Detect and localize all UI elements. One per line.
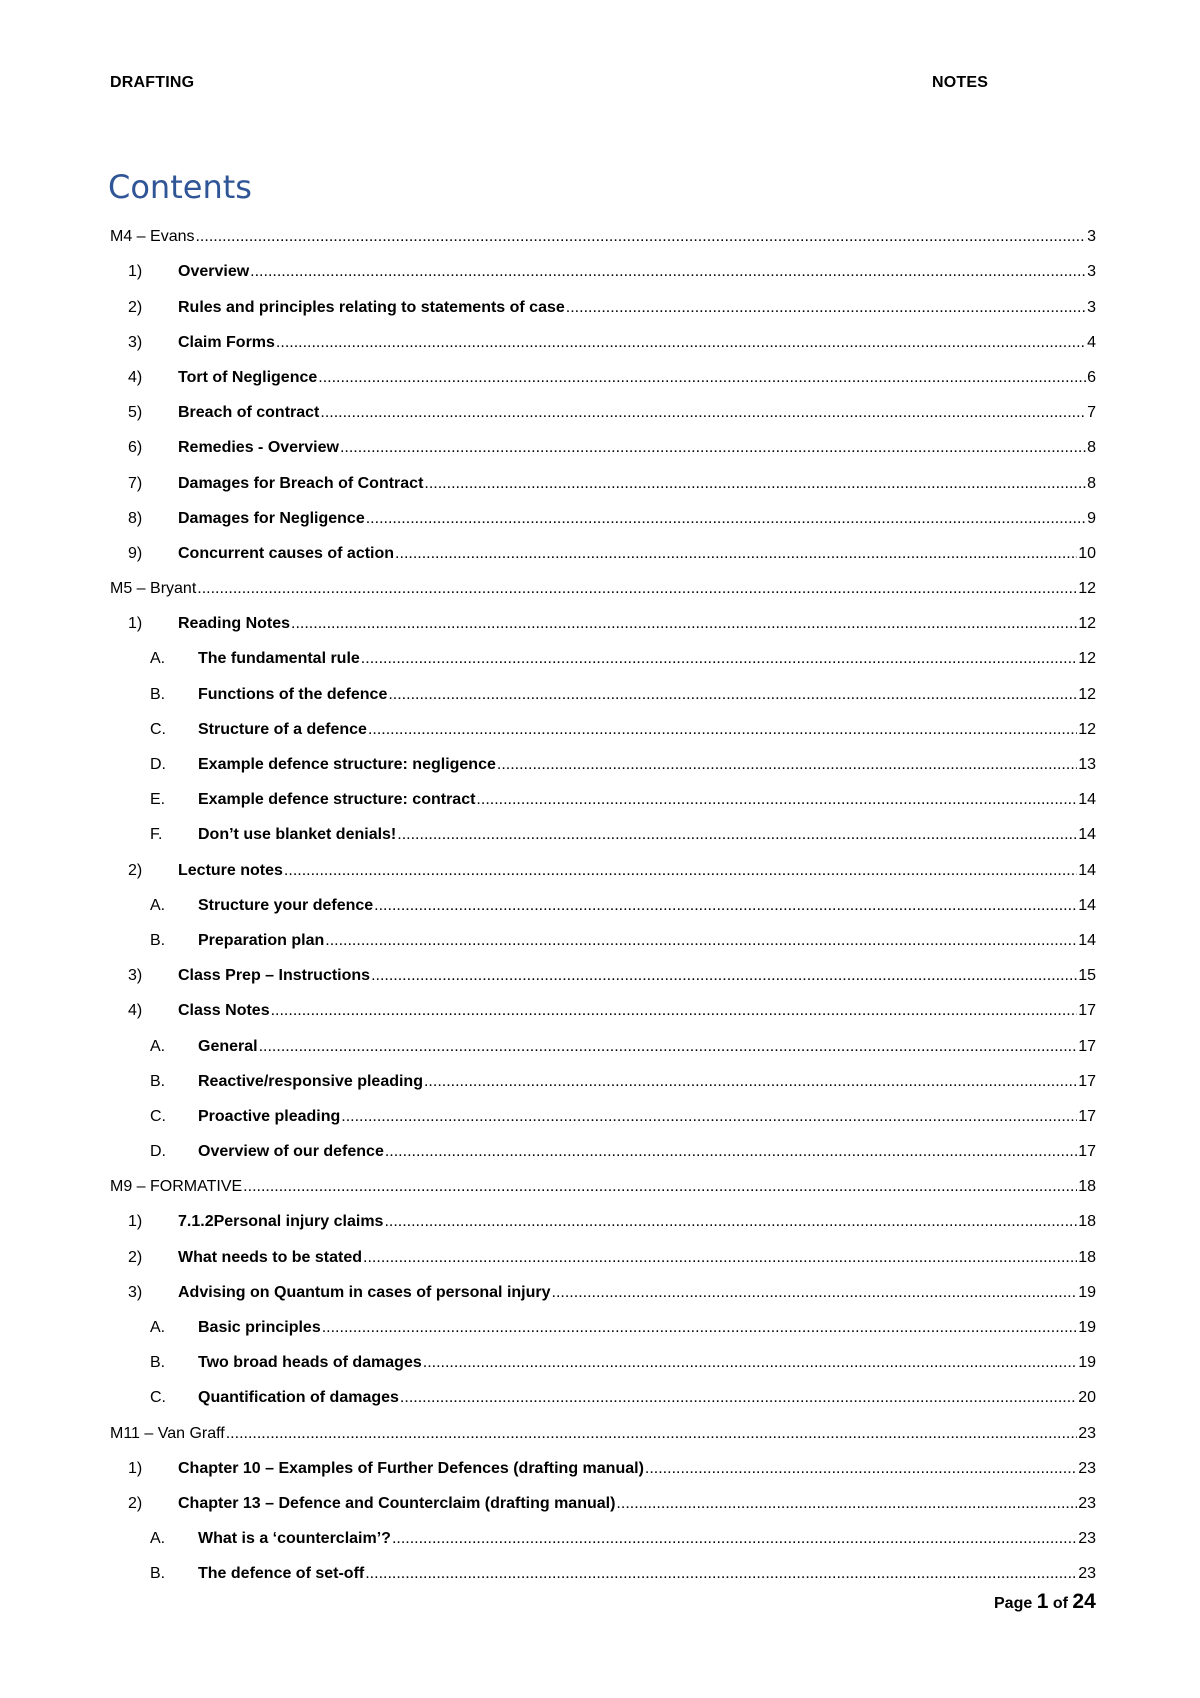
contents-heading: Contents	[108, 168, 252, 206]
toc-dot-leader	[423, 1353, 1077, 1373]
toc-entry[interactable]	[110, 1197, 1096, 1232]
toc-entry-page-number: 14	[1078, 791, 1096, 809]
toc-entry-number: B.	[150, 931, 166, 949]
toc-dot-leader	[325, 931, 1077, 951]
footer-page-label: Page	[994, 1595, 1033, 1612]
toc-entry-page-number: 12	[1078, 685, 1096, 703]
toc-entry-page-number: 23	[1078, 1424, 1096, 1442]
toc-dot-leader	[276, 333, 1086, 353]
toc-entry-label: Claim Forms	[178, 333, 275, 351]
toc-entry-page-number: 14	[1078, 931, 1096, 949]
toc-dot-leader	[616, 1494, 1077, 1514]
toc-entry-label: Remedies - Overview	[178, 439, 339, 457]
toc-entry-number: B.	[150, 1072, 166, 1090]
toc-entry-page-number: 20	[1078, 1389, 1096, 1407]
toc-entry[interactable]	[110, 845, 1096, 880]
toc-entry-page-number: 17	[1078, 1037, 1096, 1055]
toc-entry[interactable]	[110, 423, 1096, 458]
toc-entry[interactable]	[110, 599, 1096, 634]
toc-dot-leader	[400, 1388, 1077, 1408]
toc-entry[interactable]	[110, 1514, 1096, 1549]
toc-entry-number: 6)	[128, 439, 143, 457]
toc-dot-leader	[566, 298, 1086, 318]
toc-entry[interactable]	[110, 810, 1096, 845]
toc-entry[interactable]	[110, 1479, 1096, 1514]
toc-entry[interactable]	[110, 353, 1096, 388]
toc-entry[interactable]	[110, 458, 1096, 493]
toc-entry-number: 2)	[128, 1248, 143, 1266]
toc-entry-label: Functions of the defence	[198, 685, 388, 703]
toc-entry-label: Reading Notes	[178, 615, 291, 633]
toc-entry[interactable]	[110, 1057, 1096, 1092]
toc-entry[interactable]	[110, 1021, 1096, 1056]
toc-entry[interactable]	[110, 318, 1096, 353]
toc-entry-number: A.	[150, 1530, 166, 1548]
toc-entry-number: 4)	[128, 1002, 143, 1020]
toc-entry-page-number: 23	[1078, 1459, 1096, 1477]
toc-entry-page-number: 23	[1078, 1530, 1096, 1548]
table-of-contents	[110, 212, 1096, 1584]
toc-entry-number: B.	[150, 1565, 166, 1583]
toc-entry-number: 2)	[128, 298, 143, 316]
toc-entry-label: Preparation plan	[198, 931, 325, 949]
toc-entry-number: D.	[150, 756, 166, 773]
toc-entry[interactable]	[110, 564, 1096, 599]
toc-entry-label: General	[198, 1037, 258, 1055]
toc-entry-number: A.	[150, 1037, 166, 1055]
toc-entry-label: Concurrent causes of action	[178, 544, 395, 562]
toc-entry[interactable]	[110, 1373, 1096, 1408]
toc-entry-number: C.	[150, 1107, 166, 1125]
toc-entry[interactable]	[110, 1092, 1096, 1127]
toc-entry-label: Overview of our defence	[198, 1143, 384, 1161]
toc-entry-number: 1)	[128, 615, 143, 633]
toc-entry-label: The defence of set-off	[198, 1565, 365, 1583]
toc-dot-leader	[271, 1001, 1078, 1021]
footer-current-page: 1	[1036, 1590, 1049, 1613]
toc-entry-page-number: 15	[1078, 967, 1096, 985]
page-footer	[994, 1590, 1096, 1614]
toc-dot-leader	[226, 1424, 1077, 1444]
toc-entry[interactable]	[110, 986, 1096, 1021]
toc-entry-number: 8)	[128, 509, 143, 527]
header-right-text: NOTES	[932, 74, 989, 91]
toc-entry-label: Chapter 10 – Examples of Further Defences (drafting manual)	[178, 1459, 644, 1477]
toc-entry[interactable]	[110, 1549, 1096, 1584]
toc-entry-page-number: 10	[1078, 544, 1096, 562]
toc-dot-leader	[195, 227, 1086, 247]
toc-entry-number: A.	[150, 650, 166, 668]
toc-entry-number: 7)	[128, 474, 143, 492]
toc-entry-label: Proactive pleading	[198, 1107, 341, 1125]
toc-dot-leader	[284, 861, 1077, 881]
toc-entry-number: B.	[150, 1354, 166, 1372]
toc-dot-leader	[385, 1142, 1077, 1162]
toc-entry-page-number: 13	[1078, 756, 1096, 773]
toc-dot-leader	[320, 403, 1086, 423]
footer-of-label: of	[1052, 1595, 1068, 1612]
toc-dot-leader	[318, 368, 1086, 388]
toc-entry[interactable]	[110, 1303, 1096, 1338]
toc-entry-page-number: 19	[1078, 1319, 1096, 1336]
toc-entry[interactable]	[110, 775, 1096, 810]
toc-entry-label: Damages for Negligence	[178, 509, 365, 527]
toc-entry-label: M5 – Bryant	[110, 580, 197, 598]
toc-entry-number: 3)	[128, 967, 143, 985]
toc-entry-page-number: 7	[1087, 404, 1096, 422]
toc-dot-leader	[388, 685, 1077, 705]
toc-entry-number: B.	[150, 685, 166, 703]
toc-entry[interactable]	[110, 1268, 1096, 1303]
toc-entry-label: What needs to be stated	[178, 1248, 363, 1266]
toc-dot-leader	[395, 544, 1077, 564]
toc-entry-number: 1)	[128, 1459, 143, 1477]
footer-total-pages: 24	[1072, 1590, 1096, 1613]
toc-entry[interactable]	[110, 669, 1096, 704]
toc-entry[interactable]	[110, 705, 1096, 740]
toc-entry-page-number: 12	[1078, 615, 1096, 633]
toc-entry-page-number: 14	[1078, 826, 1096, 844]
toc-dot-leader	[341, 1107, 1077, 1127]
toc-entry-label: Two broad heads of damages	[198, 1354, 422, 1372]
toc-entry[interactable]	[110, 1338, 1096, 1373]
toc-entry-label: What is a ‘counterclaim’?	[198, 1530, 391, 1548]
toc-entry-page-number: 23	[1078, 1565, 1096, 1583]
toc-entry[interactable]	[110, 282, 1096, 317]
toc-dot-leader	[645, 1459, 1077, 1479]
toc-entry-page-number: 23	[1078, 1494, 1096, 1512]
toc-entry-page-number: 19	[1078, 1283, 1096, 1301]
toc-dot-leader	[424, 474, 1086, 494]
toc-entry-page-number: 17	[1078, 1107, 1096, 1125]
toc-entry-page-number: 17	[1078, 1143, 1096, 1161]
toc-entry-page-number: 17	[1078, 1002, 1096, 1020]
toc-entry[interactable]	[110, 1408, 1096, 1443]
toc-entry-label: Don’t use blanket denials!	[198, 826, 397, 844]
toc-entry-label: Basic principles	[198, 1319, 321, 1336]
toc-dot-leader	[243, 1177, 1077, 1197]
toc-entry-label: Damages for Breach of Contract	[178, 474, 424, 492]
toc-entry-label: Overview	[178, 263, 250, 281]
toc-entry-page-number: 19	[1078, 1354, 1096, 1372]
toc-entry-number: 3)	[128, 333, 143, 351]
toc-entry-page-number: 3	[1087, 263, 1096, 281]
toc-entry-label: Structure of a defence	[198, 720, 367, 738]
toc-entry-label: Example defence structure: negligence	[198, 756, 496, 773]
toc-entry-page-number: 8	[1087, 439, 1096, 457]
toc-entry-page-number: 18	[1078, 1178, 1096, 1196]
toc-entry[interactable]	[110, 1444, 1096, 1479]
toc-entry-number: 2)	[128, 861, 143, 879]
toc-dot-leader	[368, 720, 1077, 740]
toc-entry-number: D.	[150, 1143, 166, 1161]
toc-entry-label: M9 – FORMATIVE	[110, 1178, 243, 1196]
toc-entry-page-number: 14	[1078, 861, 1096, 879]
toc-dot-leader	[392, 1529, 1077, 1549]
toc-dot-leader	[365, 1564, 1077, 1584]
toc-entry-label: Reactive/responsive pleading	[198, 1072, 423, 1090]
toc-entry-label: Breach of contract	[178, 404, 320, 422]
toc-entry[interactable]	[110, 494, 1096, 529]
toc-entry-label: M4 – Evans	[110, 228, 195, 246]
toc-dot-leader	[384, 1212, 1077, 1232]
toc-entry-page-number: 18	[1078, 1213, 1096, 1231]
toc-entry-page-number: 3	[1087, 298, 1096, 316]
toc-dot-leader	[322, 1318, 1077, 1338]
toc-dot-leader	[476, 790, 1077, 810]
toc-entry-page-number: 14	[1078, 896, 1096, 914]
toc-entry-label: Tort of Negligence	[178, 368, 318, 386]
page-header	[110, 74, 990, 96]
toc-dot-leader	[259, 1037, 1078, 1057]
toc-entry[interactable]	[110, 212, 1096, 247]
toc-entry-label: Advising on Quantum in cases of personal injury	[178, 1283, 551, 1301]
toc-dot-leader	[552, 1283, 1078, 1303]
toc-entry[interactable]	[110, 529, 1096, 564]
toc-dot-leader	[361, 649, 1077, 669]
toc-entry[interactable]	[110, 1127, 1096, 1162]
toc-entry-number: F.	[150, 826, 163, 844]
toc-entry-number: 2)	[128, 1494, 143, 1512]
toc-dot-leader	[424, 1072, 1077, 1092]
toc-dot-leader	[374, 896, 1077, 916]
toc-entry-page-number: 12	[1078, 720, 1096, 738]
toc-entry-label: Rules and principles relating to statements of case	[178, 298, 565, 316]
toc-entry-number: A.	[150, 896, 166, 914]
toc-dot-leader	[250, 262, 1086, 282]
toc-dot-leader	[340, 438, 1086, 458]
toc-entry-label: 7.1.2Personal injury claims	[178, 1213, 384, 1231]
toc-entry-number: C.	[150, 1389, 166, 1407]
toc-dot-leader	[291, 614, 1077, 634]
toc-entry[interactable]	[110, 1162, 1096, 1197]
toc-dot-leader	[397, 825, 1077, 845]
toc-dot-leader	[197, 579, 1077, 599]
toc-entry-label: M11 – Van Graff	[110, 1424, 225, 1442]
toc-entry-label: Chapter 13 – Defence and Counterclaim (drafting manual)	[178, 1494, 616, 1512]
toc-entry[interactable]	[110, 740, 1096, 775]
toc-dot-leader	[371, 966, 1077, 986]
toc-entry[interactable]	[110, 881, 1096, 916]
toc-entry-label: Lecture notes	[178, 861, 283, 879]
toc-entry[interactable]	[110, 916, 1096, 951]
toc-entry-page-number: 3	[1087, 228, 1096, 246]
toc-entry-number: 3)	[128, 1283, 143, 1301]
toc-entry-label: Class Notes	[178, 1002, 270, 1020]
toc-entry-label: Structure your defence	[198, 896, 374, 914]
toc-entry[interactable]	[110, 247, 1096, 282]
toc-entry-number: 1)	[128, 1213, 143, 1231]
toc-entry-page-number: 6	[1087, 368, 1096, 386]
toc-entry[interactable]	[110, 1232, 1096, 1267]
header-left-text: DRAFTING	[110, 74, 195, 91]
toc-entry[interactable]	[110, 388, 1096, 423]
toc-entry-number: E.	[150, 791, 166, 809]
toc-entry-page-number: 4	[1087, 333, 1096, 351]
toc-entry[interactable]	[110, 951, 1096, 986]
toc-entry-number: 5)	[128, 404, 143, 422]
toc-entry-number: C.	[150, 720, 166, 738]
toc-dot-leader	[497, 755, 1077, 775]
toc-entry-number: 4)	[128, 368, 143, 386]
toc-entry-number: 9)	[128, 544, 143, 562]
toc-entry-number: 1)	[128, 263, 143, 281]
toc-entry-label: Quantification of damages	[198, 1389, 399, 1407]
toc-entry-label: The fundamental rule	[198, 650, 360, 668]
toc-entry[interactable]	[110, 634, 1096, 669]
toc-entry-page-number: 8	[1087, 474, 1096, 492]
toc-entry-label: Class Prep – Instructions	[178, 967, 371, 985]
toc-entry-number: A.	[150, 1319, 166, 1336]
toc-dot-leader	[366, 509, 1086, 529]
toc-dot-leader	[363, 1248, 1077, 1268]
toc-entry-page-number: 12	[1078, 650, 1096, 668]
toc-entry-label: Example defence structure: contract	[198, 791, 476, 809]
toc-entry-page-number: 17	[1078, 1072, 1096, 1090]
toc-entry-page-number: 18	[1078, 1248, 1096, 1266]
toc-entry-page-number: 9	[1087, 509, 1096, 527]
toc-entry-page-number: 12	[1078, 580, 1096, 598]
